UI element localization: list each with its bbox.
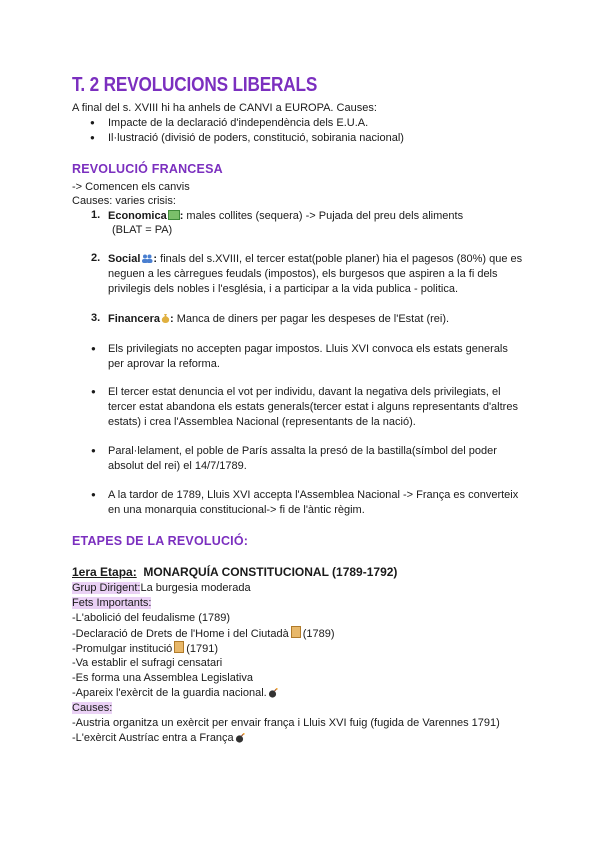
crisis-2: Social : finals del s.XVIII, el tercer estat(poble planer) hia el pagesos (80%) que es bbox=[108, 253, 523, 265]
stage-1-heading bbox=[72, 565, 397, 579]
crisis-3: Financera : Manca de diners per pagar les despeses de l'Estat (rei). bbox=[108, 313, 450, 325]
bomb-icon bbox=[268, 688, 278, 698]
point-3-line-1: Paral·lelament, el poble de París assalta la presó de la bastilla(símbol del poder bbox=[108, 445, 497, 457]
cause-2-text: -L'exèrcit Austríac entra a França bbox=[72, 732, 234, 744]
crisis-3-text: Manca de diners per pagar les despeses de l'Estat (rei). bbox=[173, 313, 450, 325]
facts-line bbox=[72, 596, 151, 610]
group-line bbox=[72, 581, 251, 595]
page-title: T. 2 REVOLUCIONS LIBERALS bbox=[72, 74, 318, 96]
point-2-line-2: tercer estat abandona els estats generals(tercer estat i alguns representants d'altres bbox=[108, 401, 518, 413]
stage-1-label: 1era Etapa: bbox=[72, 565, 137, 579]
intro-bullet-2: ● Il·lustració (divisió de poders, constitució, sobirania nacional) bbox=[108, 131, 404, 145]
fact-4: -Va establir el sufragi censatari bbox=[72, 657, 223, 669]
heading-revolucio-francesa: REVOLUCIÓ FRANCESA bbox=[72, 162, 223, 176]
intro-bullet-1: ● Impacte de la declaració d'independència dels E.U.A. bbox=[108, 116, 368, 130]
cause-2 bbox=[72, 731, 245, 745]
fact-6-text: -Apareix l'exèrcit de la guardia nacional. bbox=[72, 687, 267, 699]
crisis-3-label: Financera bbox=[108, 313, 160, 325]
money-icon bbox=[168, 210, 180, 220]
crisis-2-text-2: neguen a les càrregues feudals (impostos), els burgesos que aspiren a la fi dels bbox=[108, 268, 498, 280]
french-line-2: Causes: varies crisis: bbox=[72, 195, 176, 207]
point-4-bullet: ● bbox=[91, 490, 96, 499]
point-2-line-3: estats) i crea l'Assemblea Nacional (representants de la nació). bbox=[108, 416, 416, 428]
fact-3-year: (1791) bbox=[186, 643, 219, 655]
causes-label: Causes: bbox=[72, 702, 113, 714]
intro-line: A final del s. XVIII hi ha anhels de CANVI a EUROPA. Causes: bbox=[72, 102, 377, 114]
heading-etapes: ETAPES DE LA REVOLUCIÓ: bbox=[72, 534, 249, 548]
money-bag-icon bbox=[161, 313, 170, 323]
crisis-2-label: Social bbox=[108, 253, 141, 265]
people-icon bbox=[141, 254, 153, 263]
point-3-bullet: ● bbox=[91, 446, 96, 455]
fact-1: -L'abolició del feudalisme (1789) bbox=[72, 612, 231, 624]
crisis-2-text-3: privilegis dels nobles i l'església, i a participar a la vida publica - politica. bbox=[108, 283, 458, 295]
scroll-icon bbox=[291, 626, 301, 638]
point-2-bullet: ● bbox=[91, 387, 96, 396]
crisis-3-number: 3. bbox=[91, 312, 101, 324]
point-2-line-1: El tercer estat denuncia el vot per individu, davant la negativa dels privilegiats, el bbox=[108, 386, 501, 398]
crisis-1-label: Economica bbox=[108, 210, 167, 222]
point-4-line-1: A la tardor de 1789, Lluis XVI accepta l'Assemblea Nacional -> França es converteix bbox=[108, 489, 519, 501]
fact-2 bbox=[72, 626, 335, 641]
fact-5: -Es forma una Assemblea Legislativa bbox=[72, 672, 253, 684]
cause-1: -Austria organitza un exèrcit per envair frança i Lluis XVI fuig (fugida de Varennes 1791) bbox=[72, 717, 500, 729]
crisis-1-number: 1. bbox=[91, 209, 101, 221]
point-3-line-2: absolut del rei) el 14/7/1789. bbox=[108, 460, 247, 472]
bomb-icon bbox=[235, 733, 245, 743]
point-1-line-1: Els privilegiats no accepten pagar impostos. Lluis XVI convoca els estats generals bbox=[108, 343, 508, 355]
crisis-2-text: finals del s.XVIII, el tercer estat(poble planer) hia el pagesos (80%) que es bbox=[157, 253, 523, 265]
fact-2-text: -Declaració de Drets de l'Home i del Ciutadà bbox=[72, 628, 289, 640]
crisis-1-text: males collites (sequera) -> Pujada del preu dels aliments bbox=[183, 210, 464, 222]
point-1-line-2: per aprovar la reforma. bbox=[108, 358, 220, 370]
group-value: La burgesia moderada bbox=[140, 582, 251, 594]
crisis-2-number: 2. bbox=[91, 252, 101, 264]
crisis-1-text-2: (BLAT = PA) bbox=[112, 224, 173, 236]
fact-2-year: (1789) bbox=[302, 628, 335, 640]
scroll-icon bbox=[174, 641, 184, 653]
facts-label: Fets Importants: bbox=[72, 597, 152, 609]
fact-3-text: -Promulgar institució bbox=[72, 643, 173, 655]
fact-6 bbox=[72, 686, 278, 700]
stage-1-title: MONARQUÍA CONSTITUCIONAL (1789-1792) bbox=[143, 565, 398, 579]
causes-line bbox=[72, 701, 112, 715]
french-line-1: -> Comencen els canvis bbox=[72, 181, 190, 193]
point-1-bullet: ● bbox=[91, 344, 96, 353]
point-4-line-2: en una monarquia constitucional-> fi de l'àntic règim. bbox=[108, 504, 365, 516]
crisis-1: Economica : males collites (sequera) -> Pujada del preu dels aliments bbox=[108, 210, 464, 222]
fact-3 bbox=[72, 641, 218, 656]
group-label: Grup Dirigent: bbox=[72, 582, 141, 594]
